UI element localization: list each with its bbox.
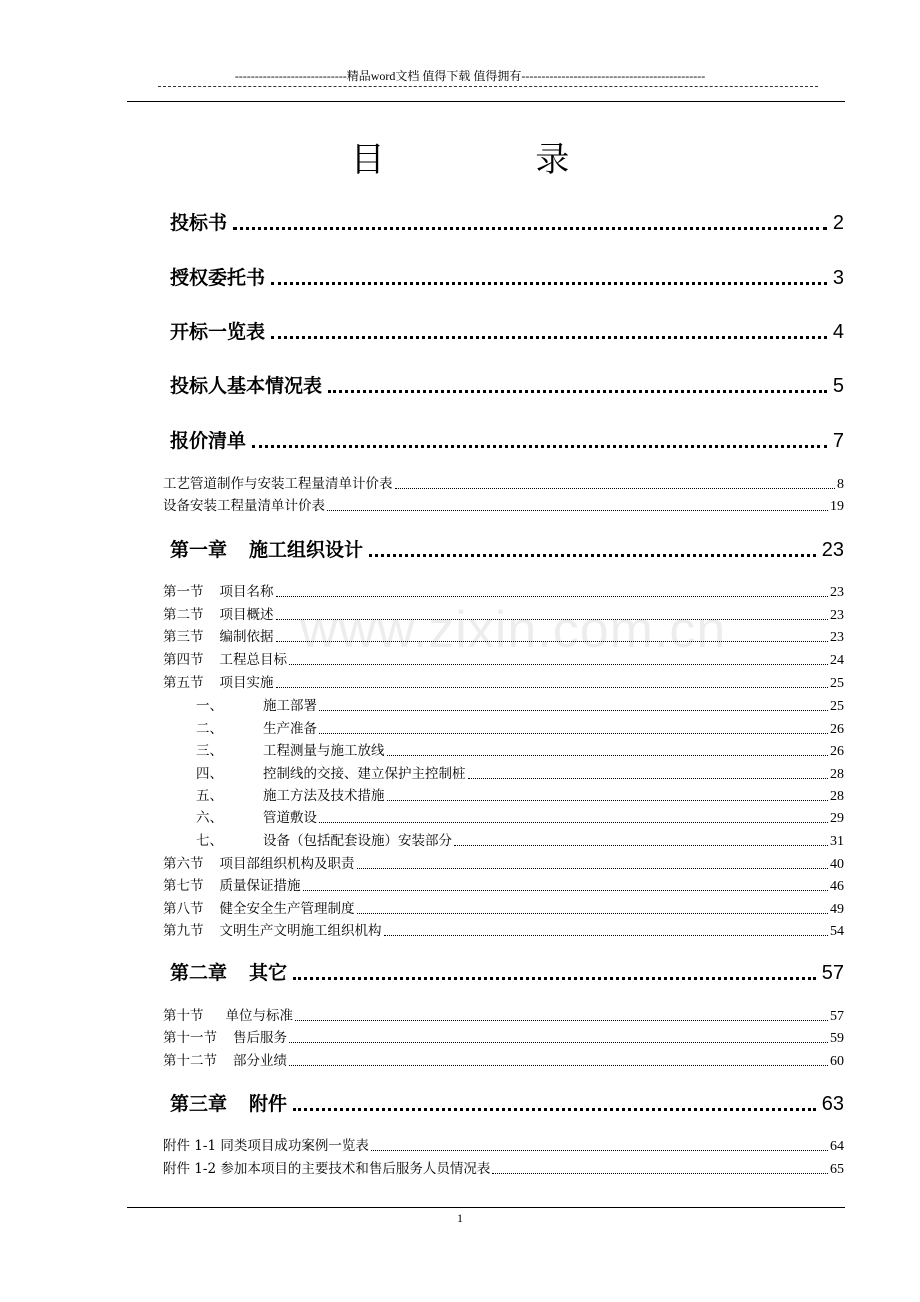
toc-entry-item-3[interactable]	[163, 739, 844, 760]
toc-leader	[289, 1042, 828, 1043]
toc-entry-number: 第三节	[163, 629, 204, 645]
toc-page-number: 19	[830, 499, 844, 514]
toc-leader	[289, 1065, 828, 1066]
toc-entry-number: 第六节	[163, 856, 204, 872]
toc-entry-label: 附件 1-1 同类项目成功案例一览表	[163, 1138, 369, 1154]
footer-page-number: 1	[457, 1211, 463, 1225]
toc-page-number: 54	[830, 924, 844, 939]
toc-entry-number: 第五节	[163, 675, 204, 691]
toc-entry-label: 编制依据	[219, 629, 274, 645]
toc-entry-label: 项目名称	[219, 584, 274, 600]
toc-entry-number: 第一节	[163, 584, 204, 600]
toc-entry-number: 第十二节	[163, 1053, 217, 1069]
toc-entry-label: 工程测量与施工放线	[263, 743, 385, 759]
toc-entry-number: 第十一节	[163, 1030, 217, 1046]
toc-entry-number: 六、	[196, 810, 223, 826]
toc-leader	[327, 510, 828, 511]
toc-leader	[492, 1173, 828, 1174]
toc-entry-label: 文明生产文明施工组织机构	[219, 923, 382, 939]
toc-page-number: 49	[830, 902, 844, 917]
toc-entry-number: 第二节	[163, 607, 204, 623]
toc-leader	[252, 445, 827, 448]
toc-leader	[387, 800, 829, 801]
watermark: www.zixin.com.cn	[300, 601, 727, 659]
toc-entry-label: 部分业绩	[233, 1053, 287, 1069]
toc-leader	[233, 227, 827, 230]
toc-page-number: 63	[821, 1093, 844, 1115]
toc-page-number: 5	[832, 375, 844, 397]
toc-entry-number: 七、	[196, 833, 223, 849]
toc-leader	[271, 336, 827, 339]
toc-entry-label: 售后服务	[233, 1030, 287, 1046]
toc-leader	[276, 619, 829, 620]
toc-page-number: 25	[830, 676, 844, 691]
toc-entry-bid-letter[interactable]	[170, 208, 844, 235]
toc-page-number: 57	[830, 1009, 844, 1024]
toc-entry-item-2[interactable]	[163, 717, 844, 738]
toc-entry-label: 施工组织设计	[249, 539, 364, 561]
toc-page-number: 23	[830, 630, 844, 645]
toc-page-number: 4	[832, 321, 844, 343]
toc-entry-label: 项目概述	[219, 607, 274, 623]
toc-page-number: 46	[830, 879, 844, 894]
toc-page-number: 23	[830, 608, 844, 623]
toc-entry-label: 控制线的交接、建立保护主控制桩	[263, 766, 466, 782]
toc-entry-number: 第四节	[163, 652, 204, 668]
toc-leader	[387, 755, 829, 756]
toc-leader	[357, 913, 829, 914]
toc-entry-section-4[interactable]	[163, 648, 844, 669]
toc-entry-label: 工艺管道制作与安装工程量清单计价表	[163, 476, 393, 492]
toc-entry-section-2[interactable]	[163, 603, 844, 624]
toc-leader	[468, 778, 829, 779]
toc-entry-section-7[interactable]	[163, 874, 844, 895]
toc-page-number: 26	[830, 744, 844, 759]
toc-entry-section-5[interactable]	[163, 671, 844, 692]
toc-leader	[319, 822, 828, 823]
toc-page-number: 28	[830, 767, 844, 782]
toc-entry-item-7[interactable]	[163, 829, 844, 850]
header-dashed-line	[158, 86, 818, 97]
toc-entry-equipment-pricing[interactable]	[163, 494, 844, 515]
toc-entry-label: 设备（包括配套设施）安装部分	[263, 833, 452, 849]
toc-page-number: 31	[830, 834, 844, 849]
toc-entry-label: 投标书	[170, 212, 228, 234]
toc-page-number: 64	[830, 1139, 844, 1154]
toc-entry-item-4[interactable]	[163, 762, 844, 783]
toc-entry-label: 施工部署	[263, 698, 317, 714]
toc-entry-number: 第八节	[163, 901, 204, 917]
toc-leader	[328, 390, 827, 393]
toc-entry-section-3[interactable]	[163, 625, 844, 646]
toc-entry-label: 工程总目标	[219, 652, 287, 668]
toc-entry-number: 二、	[196, 721, 223, 737]
toc-leader	[293, 1108, 816, 1111]
toc-page-number: 8	[837, 477, 844, 492]
toc-entry-section-1[interactable]	[163, 580, 844, 601]
page-header-text: ----------------------------精品word文档 值得下载 值得拥有----------------------------------------------	[234, 69, 706, 83]
toc-entry-label: 设备安装工程量清单计价表	[163, 498, 325, 514]
toc-leader	[454, 845, 828, 846]
toc-entry-number: 三、	[196, 743, 223, 759]
toc-entry-section-10[interactable]	[163, 1004, 844, 1025]
toc-entry-chapter-1[interactable]	[170, 535, 844, 562]
toc-page-number: 60	[830, 1054, 844, 1069]
toc-page-number: 2	[832, 212, 844, 234]
toc-title: 目 录	[350, 140, 640, 180]
toc-leader	[384, 935, 829, 936]
toc-entry-appendix-1-2[interactable]	[163, 1157, 844, 1178]
toc-leader	[369, 554, 816, 557]
toc-page-number: 40	[830, 857, 844, 872]
toc-entry-opening-list[interactable]	[170, 317, 844, 344]
toc-page-number: 65	[830, 1162, 844, 1177]
toc-page-number: 26	[830, 722, 844, 737]
toc-entry-chapter-3[interactable]	[170, 1089, 844, 1116]
toc-leader	[319, 733, 828, 734]
toc-entry-item-6[interactable]	[163, 806, 844, 827]
toc-page-number: 3	[832, 267, 844, 289]
toc-leader	[276, 641, 829, 642]
toc-page-number: 57	[821, 962, 844, 984]
toc-entry-label: 授权委托书	[170, 267, 266, 289]
toc-entry-number: 第九节	[163, 923, 204, 939]
toc-entry-label: 附件	[249, 1093, 288, 1115]
toc-entry-section-9[interactable]	[163, 919, 844, 940]
header-rule	[127, 101, 845, 102]
toc-leader	[319, 710, 828, 711]
toc-page-number: 23	[821, 539, 844, 561]
toc-entry-item-5[interactable]	[163, 784, 844, 805]
toc-entry-number: 第三章	[170, 1093, 228, 1115]
toc-entry-label: 其它	[249, 962, 288, 984]
toc-entry-label: 报价清单	[170, 430, 247, 452]
toc-leader	[289, 664, 828, 665]
toc-entry-label: 附件 1-2 参加本项目的主要技术和售后服务人员情况表	[163, 1161, 491, 1177]
toc-entry-label: 单位与标准	[225, 1008, 293, 1024]
toc-entry-section-12[interactable]	[163, 1049, 844, 1070]
toc-entry-number: 第十节	[163, 1008, 204, 1024]
toc-entry-number: 第二章	[170, 962, 228, 984]
toc-entry-number: 第一章	[170, 539, 228, 561]
footer-rule	[127, 1207, 845, 1208]
toc-entry-section-11[interactable]	[163, 1026, 844, 1047]
toc-entry-number: 一、	[196, 698, 223, 714]
toc-leader	[295, 1020, 828, 1021]
toc-entry-label: 质量保证措施	[219, 878, 301, 894]
toc-leader	[303, 890, 829, 891]
toc-entry-label: 投标人基本情况表	[170, 375, 323, 397]
toc-page-number: 28	[830, 789, 844, 804]
toc-page-number: 24	[830, 653, 844, 668]
toc-page-number: 29	[830, 811, 844, 826]
toc-entry-label: 项目部组织机构及职责	[219, 856, 355, 872]
toc-entry-section-8[interactable]	[163, 897, 844, 918]
toc-entry-label: 管道敷设	[263, 810, 317, 826]
toc-leader	[293, 977, 816, 980]
toc-entry-item-1[interactable]	[163, 694, 844, 715]
toc-entry-appendix-1-1[interactable]	[163, 1134, 844, 1155]
toc-entry-label: 开标一览表	[170, 321, 266, 343]
toc-leader	[276, 596, 829, 597]
toc-leader	[395, 488, 836, 489]
toc-leader	[271, 282, 827, 285]
toc-entry-label: 项目实施	[219, 675, 274, 691]
toc-entry-label: 生产准备	[263, 721, 317, 737]
toc-entry-label: 健全安全生产管理制度	[219, 901, 355, 917]
toc-page-number: 25	[830, 699, 844, 714]
toc-entry-section-6[interactable]	[163, 852, 844, 873]
toc-entry-chapter-2[interactable]	[170, 958, 844, 985]
toc-entry-pipe-pricing[interactable]	[163, 472, 844, 493]
toc-entry-number: 第七节	[163, 878, 204, 894]
toc-leader	[357, 868, 829, 869]
toc-page-number: 23	[830, 585, 844, 600]
toc-entry-number: 五、	[196, 788, 223, 804]
toc-entry-authorization[interactable]	[170, 263, 844, 290]
toc-leader	[276, 687, 829, 688]
toc-entry-bidder-info[interactable]	[170, 371, 844, 398]
toc-page-number: 59	[830, 1031, 844, 1046]
toc-entry-price-list[interactable]	[170, 426, 844, 453]
toc-entry-number: 四、	[196, 766, 223, 782]
toc-entry-label: 施工方法及技术措施	[263, 788, 385, 804]
toc-leader	[371, 1150, 828, 1151]
toc-page-number: 7	[832, 430, 844, 452]
